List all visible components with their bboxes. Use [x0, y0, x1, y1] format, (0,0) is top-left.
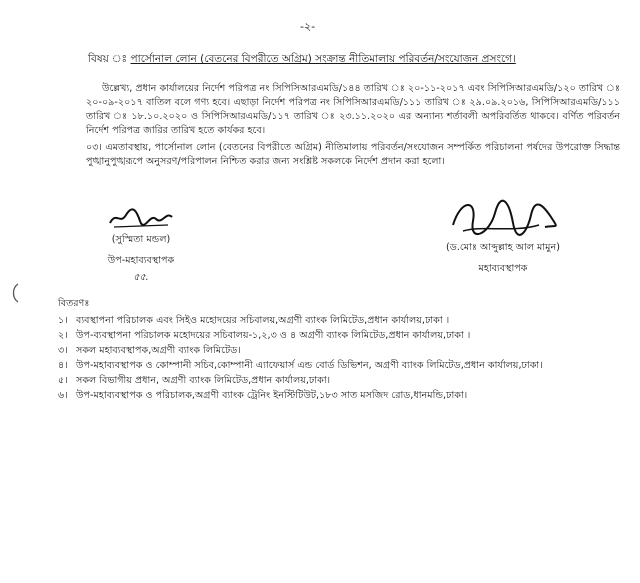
signatory-designation-left: উপ-মহাব্যবস্থাপক	[107, 255, 175, 266]
list-item-number: ১।	[58, 315, 68, 326]
signatory-name-left: (সুস্মিতা মন্ডল)	[111, 234, 171, 245]
list-item	[58, 313, 618, 328]
distribution-list	[58, 296, 618, 403]
list-item-text: সকল বিভাগীয় প্রধান, অগ্রণী ব্যাংক লিমিটেড,প্রধান কার্যালয়,ঢাকা।	[76, 375, 331, 386]
list-item	[58, 358, 618, 373]
page-number: -২-	[300, 20, 316, 33]
list-item-text: সকল মহাব্যবস্থাপক,অগ্রণী ব্যাংক লিমিটেড।	[76, 345, 241, 356]
list-item-number: ৬।	[58, 390, 68, 401]
subject-text: পার্সোনাল লোন (বেতনের বিপরীতে অগ্রিম) সংক্রান্ত নীতিমালায় পরিবর্তন/সংযোজন প্রসংগে।	[130, 53, 516, 65]
signatory-designation-right: মহাব্যবস্থাপক	[478, 263, 528, 274]
list-item	[58, 373, 618, 388]
handwritten-note: ৫৫.	[133, 272, 149, 283]
list-item-text: উপ-মহাব্যবস্থাপক ও কোম্পানী সচিব,কোম্পানী এ্যাফেয়ার্স এন্ড বোর্ড ডিভিশন, অগ্রণী ব্যাংক লিমিটেড,প্রধান কার্যালয়,ঢাকা।	[76, 360, 543, 371]
subject-line	[88, 52, 516, 69]
scan-mark-icon	[8, 282, 20, 304]
list-item-text: উপ-ব্যবস্থাপনা পরিচালক মহোদয়ের সচিবালয়-১,২,৩ ও ৪ অগ্রণী ব্যাংক লিমিটেড,প্রধান কার্যালয়,ঢাকা ।	[76, 330, 471, 341]
body-text	[86, 82, 620, 172]
list-item-number: ৫।	[58, 375, 68, 386]
signature-block-right	[418, 195, 588, 277]
distribution-heading: বিতরণঃ	[58, 298, 90, 309]
list-item-number: ৩।	[58, 345, 68, 356]
signatory-name-right: (ড.মোঃ আব্দুল্লাহ আল মামুন)	[446, 242, 560, 253]
signature-image-left	[106, 205, 176, 231]
subject-label: বিষয় ঃ	[88, 53, 128, 65]
signature-image-right	[443, 195, 563, 239]
list-item	[58, 343, 618, 358]
list-item-number: ৪।	[58, 360, 68, 371]
signature-block-left	[66, 205, 216, 286]
list-item-number: ২।	[58, 330, 68, 341]
list-item-text: ব্যবস্থাপনা পরিচালক এবং সিইও মহোদয়ের সচিবালয়,অগ্রণী ব্যাংক লিমিটেড,প্রধান কার্যালয়,ঢাকা ।	[76, 315, 450, 326]
list-item	[58, 388, 618, 403]
body-paragraph: ০৩। এমতাবস্থায়, পার্সোনাল লোন (বেতনের বিপরীতে অগ্রিম) নীতিমালায় পরিবর্তন/সংযোজন সম্পর্কিত পরিচালনা পর্ষদের উপরোক্ত সিদ্ধান্ত পুঙ্খানুপুঙ্খরূপে অনুসরণ/পরিপালন নিশ্চিত করার জন্য সংশ্লিষ্ট সকলকে নির্দেশ প্রদান করা হলো।	[86, 142, 620, 167]
body-paragraph: উল্লেখ্য, প্রধান কার্যালয়ের নির্দেশ পরিপত্র নং সিপিসিআরএমডি/১৪৪ তারিখ ঃ ২০-১১-২০১৭ এবং সিপিসিআরএমডি/১২০ তারিখ ঃ ২০-০৯-২০১৭ বাতিল বলে গণ্য হবে। এছাড়া নির্দেশ পরিপত্র নং সিপিসিআরএমডি/১১১ তারিখ ঃ ২৯.০৯.২০১৬, সিপিসিআরএমডি/১১১ তারিখ ঃ ১৮.১০.২০২০ ও সিপিসিআরএমডি/১১৭ তারিখ ঃ ২৩.১১.২০২০ এর অন্যান্য শর্তাবলী অপরিবর্তিত থাকবে। বর্ণিত পরিবর্তন নির্দেশ পরিপত্র জারির তারিখ হতে কার্যকর হবে।	[86, 83, 620, 136]
list-item-text: উপ-মহাব্যবস্থাপক ও পরিচালক,অগ্রণী ব্যাংক ট্রেনিং ইনস্টিটিউট,১৮৩ সাত মসজিদ রোড,ধানমন্ডি,ঢাকা।	[76, 390, 468, 401]
list-item	[58, 328, 618, 343]
